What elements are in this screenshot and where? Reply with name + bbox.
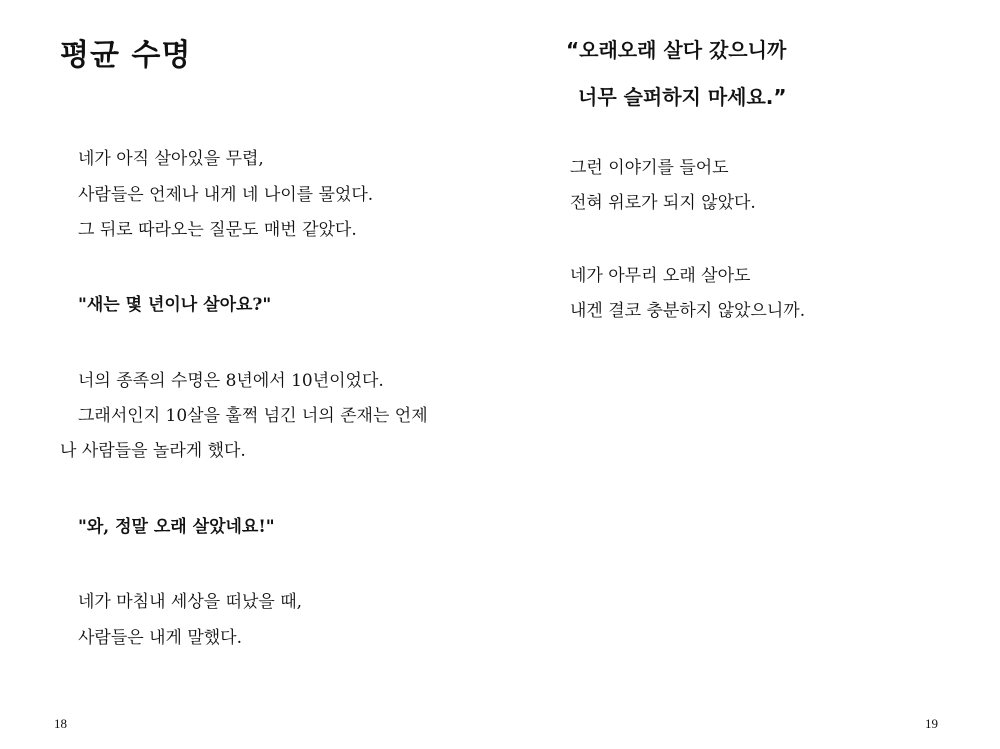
right-stanza2-line1: 네가 아무리 오래 살아도: [570, 266, 751, 286]
stanza1-line1: 네가 아직 살아있을 무렵,: [78, 149, 264, 169]
right-stanza1-line2: 전혀 위로가 되지 않았다.: [570, 193, 756, 213]
page-number-right: 19: [925, 716, 938, 731]
stanza2-line2: 그래서인지 10살을 훌쩍 넘긴 너의 존재는 언제: [78, 406, 428, 426]
stanza3-line2: 사람들은 내게 말했다.: [78, 628, 243, 648]
right-stanza1-line1: 그런 이야기를 들어도: [570, 158, 729, 178]
right-stanza2-line2: 내겐 결코 충분하지 않았으니까.: [570, 301, 806, 321]
stanza1-line3: 그 뒤로 따라오는 질문도 매번 같았다.: [78, 220, 357, 240]
stanza1-line2: 사람들은 언제나 내게 네 나이를 물었다.: [78, 185, 374, 205]
stanza3-line1: 네가 마침내 세상을 떠났을 때,: [78, 592, 303, 612]
stanza2-line3: 나 사람들을 놀라게 했다.: [60, 441, 246, 461]
quote-exclamation: "와, 정말 오래 살았네요!": [78, 517, 275, 537]
comfort-quote-line2: 너무 슬퍼하지 마세요.”: [578, 85, 787, 109]
quote-question: "새는 몇 년이나 살아요?": [78, 295, 272, 315]
stanza2-line1: 너의 종족의 수명은 8년에서 10년이었다.: [78, 371, 384, 391]
comfort-quote-line1: “오래오래 살다 갔으니까: [566, 38, 787, 62]
right-page: [500, 0, 1000, 749]
poem-title: 평균 수명: [60, 38, 192, 73]
page-number-left: 18: [54, 716, 67, 731]
